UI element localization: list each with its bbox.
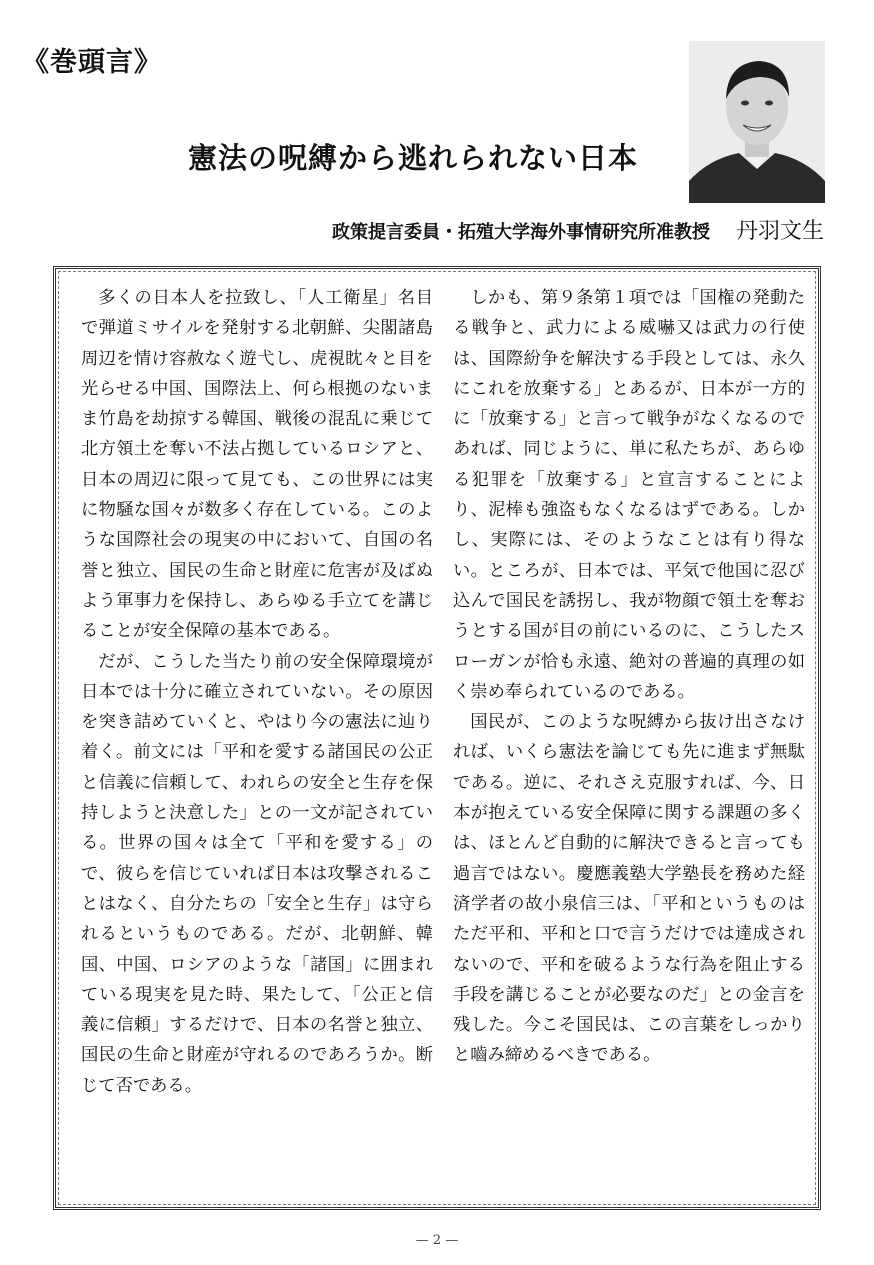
- author-photo: [689, 41, 825, 203]
- section-label: 《巻頭言》: [22, 47, 162, 78]
- left-column: [81, 283, 433, 1101]
- page-number: — 2 —: [415, 1233, 459, 1248]
- author-affiliation: 政策提言委員・拓殖大学海外事情研究所准教授: [331, 222, 710, 243]
- paragraph: 多くの日本人を拉致し、「人工衛星」名目で弾道ミサイルを発射する北朝鮮、尖閣諸島周辺を情け容赦なく遊弋し、虎視眈々と目を光らせる中国、国際法上、何ら根拠のないまま竹島を劫掠する韓国、戦後の混乱に乗じて北方領土を奪い不法占拠しているロシアと、日本の周辺に限って見ても、この世界には実に物騒な国々が数多く存在している。このような国際社会の現実の中において、自国の名誉と独立、国民の生命と財産に危害が及ばぬよう軍事力を保持し、あらゆる手立てを講じることが安全保障の基本である。: [81, 288, 433, 642]
- right-column: [453, 283, 805, 1071]
- paragraph: だが、こうした当たり前の安全保障環境が日本では十分に確立されていない。その原因を突き詰めていくと、やはり今の憲法に辿り着く。前文には「平和を愛する諸国民の公正と信義に信頼して、われらの安全と生存を保持しようと決意した」との一文が記されている。世界の国々は全て「平和を愛する」ので、彼らを信じていれば日本は攻撃されることはなく、自分たちの「安全と生存」は守られるというものである。だが、北朝鮮、韓国、中国、ロシアのような「諸国」に囲まれている現実を見た時、果たして、「公正と信義に信頼」するだけで、日本の名誉と独立、国民の生命と財産が守れるのであろうか。断じて否である。: [81, 651, 433, 1096]
- paragraph: 国民が、このような呪縛から抜け出さなければ、いくら憲法を論じても先に進まず無駄である。逆に、それさえ克服すれば、今、日本が抱えている安全保障に関する課題の多くは、ほとんど自動的に解決できると言っても過言ではない。慶應義塾大学塾長を務めた経済学者の故小泉信三は、「平和というものはただ平和、平和と口で言うだけでは達成されないので、平和を破るような行為を阻止する手段を講じることが必要なのだ」との金言を残した。今こそ国民は、この言葉をしっかりと嚙み締めるべきである。: [453, 712, 805, 1066]
- byline: [332, 214, 824, 245]
- author-name: 丹羽文生: [735, 219, 824, 244]
- paragraph: しかも、第９条第１項では「国権の発動たる戦争と、武力による威嚇又は武力の行使は、国際紛争を解決する手段としては、永久にこれを放棄する」とあるが、日本が一方的に「放棄する」と言って戦争がなくなるのであれば、同じように、単に私たちが、あらゆる犯罪を「放棄する」と宣言することにより、泥棒も強盗もなくなるはずである。しかし、実際には、そのようなことは有り得ない。ところが、日本では、平気で他国に忍び込んで国民を誘拐し、我が物顔で領土を奪おうとする国が目の前にいるのに、こうしたスローガンが恰も永遠、絶対の普遍的真理の如く崇め奉られているのである。: [453, 288, 805, 702]
- article-title: 憲法の呪縛から逃れられない日本: [188, 141, 639, 175]
